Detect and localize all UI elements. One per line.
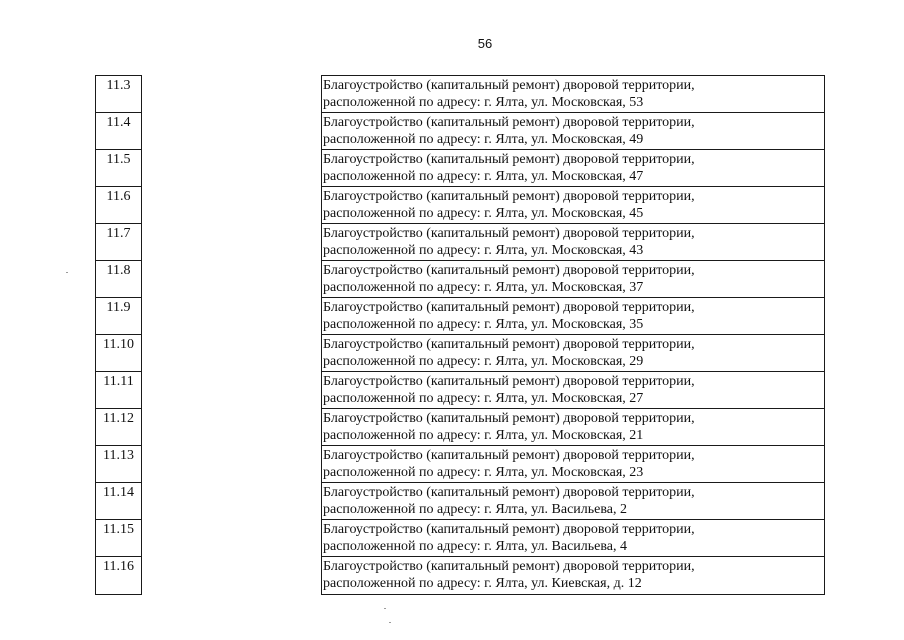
item-number: 11.13 <box>95 445 142 483</box>
description-line: Благоустройство (капитальный ремонт) дворовой территории, <box>323 152 695 167</box>
description-line: расположенной по адресу: г. Ялта, ул. Московская, 37 <box>323 280 644 295</box>
description-line: Благоустройство (капитальный ремонт) дворовой территории, <box>323 559 695 574</box>
item-description <box>321 260 825 298</box>
description-line: Благоустройство (капитальный ремонт) дворовой территории, <box>323 448 695 463</box>
item-description <box>321 334 825 372</box>
table-row <box>0 297 904 334</box>
scan-speck <box>66 272 68 273</box>
table-row <box>0 112 904 149</box>
description-line: расположенной по адресу: г. Ялта, ул. Московская, 45 <box>323 206 644 221</box>
scan-speck <box>389 622 391 623</box>
items-table <box>0 75 904 593</box>
description-line: расположенной по адресу: г. Ялта, ул. Московская, 49 <box>323 132 644 147</box>
description-line: Благоустройство (капитальный ремонт) дворовой территории, <box>323 115 695 130</box>
description-line: Благоустройство (капитальный ремонт) дворовой территории, <box>323 485 695 500</box>
item-number: 11.16 <box>95 556 142 595</box>
table-row <box>0 223 904 260</box>
description-line: Благоустройство (капитальный ремонт) дворовой территории, <box>323 411 695 426</box>
description-line: Благоустройство (капитальный ремонт) дворовой территории, <box>323 78 695 93</box>
description-line: расположенной по адресу: г. Ялта, ул. Московская, 47 <box>323 169 644 184</box>
table-row <box>0 75 904 112</box>
item-description <box>321 297 825 335</box>
table-row <box>0 556 904 593</box>
item-description <box>321 75 825 113</box>
description-line: Благоустройство (капитальный ремонт) дворовой территории, <box>323 374 695 389</box>
item-description <box>321 149 825 187</box>
item-description <box>321 408 825 446</box>
description-line: расположенной по адресу: г. Ялта, ул. Васильева, 4 <box>323 539 628 554</box>
description-line: Благоустройство (капитальный ремонт) дворовой территории, <box>323 226 695 241</box>
item-number: 11.12 <box>95 408 142 446</box>
page-number: 56 <box>477 36 493 51</box>
table-row <box>0 260 904 297</box>
item-number: 11.4 <box>95 112 142 150</box>
item-description <box>321 112 825 150</box>
item-number: 11.7 <box>95 223 142 261</box>
scan-speck <box>384 608 386 609</box>
item-number: 11.8 <box>95 260 142 298</box>
item-description <box>321 186 825 224</box>
description-line: Благоустройство (капитальный ремонт) дворовой территории, <box>323 300 695 315</box>
item-number: 11.6 <box>95 186 142 224</box>
description-line: Благоустройство (капитальный ремонт) дворовой территории, <box>323 263 695 278</box>
table-row <box>0 334 904 371</box>
item-number: 11.14 <box>95 482 142 520</box>
item-number: 11.5 <box>95 149 142 187</box>
table-row <box>0 186 904 223</box>
table-row <box>0 408 904 445</box>
description-line: Благоустройство (капитальный ремонт) дворовой территории, <box>323 337 695 352</box>
description-line: расположенной по адресу: г. Ялта, ул. Московская, 23 <box>323 465 644 480</box>
item-description <box>321 445 825 483</box>
item-number: 11.15 <box>95 519 142 557</box>
item-description <box>321 223 825 261</box>
description-line: расположенной по адресу: г. Ялта, ул. Московская, 53 <box>323 95 644 110</box>
item-description <box>321 556 825 595</box>
description-line: расположенной по адресу: г. Ялта, ул. Московская, 21 <box>323 428 644 443</box>
item-description <box>321 482 825 520</box>
table-row <box>0 445 904 482</box>
description-line: расположенной по адресу: г. Ялта, ул. Киевская, д. 12 <box>323 576 642 591</box>
item-description <box>321 519 825 557</box>
description-line: Благоустройство (капитальный ремонт) дворовой территории, <box>323 522 695 537</box>
item-number: 11.3 <box>95 75 142 113</box>
item-description <box>321 371 825 409</box>
item-number: 11.10 <box>95 334 142 372</box>
table-row <box>0 519 904 556</box>
item-number: 11.9 <box>95 297 142 335</box>
description-line: расположенной по адресу: г. Ялта, ул. Московская, 35 <box>323 317 644 332</box>
description-line: расположенной по адресу: г. Ялта, ул. Московская, 29 <box>323 354 644 369</box>
item-number: 11.11 <box>95 371 142 409</box>
description-line: расположенной по адресу: г. Ялта, ул. Московская, 27 <box>323 391 644 406</box>
description-line: расположенной по адресу: г. Ялта, ул. Васильева, 2 <box>323 502 628 517</box>
description-line: Благоустройство (капитальный ремонт) дворовой территории, <box>323 189 695 204</box>
table-row <box>0 371 904 408</box>
table-row <box>0 482 904 519</box>
table-row <box>0 149 904 186</box>
description-line: расположенной по адресу: г. Ялта, ул. Московская, 43 <box>323 243 644 258</box>
